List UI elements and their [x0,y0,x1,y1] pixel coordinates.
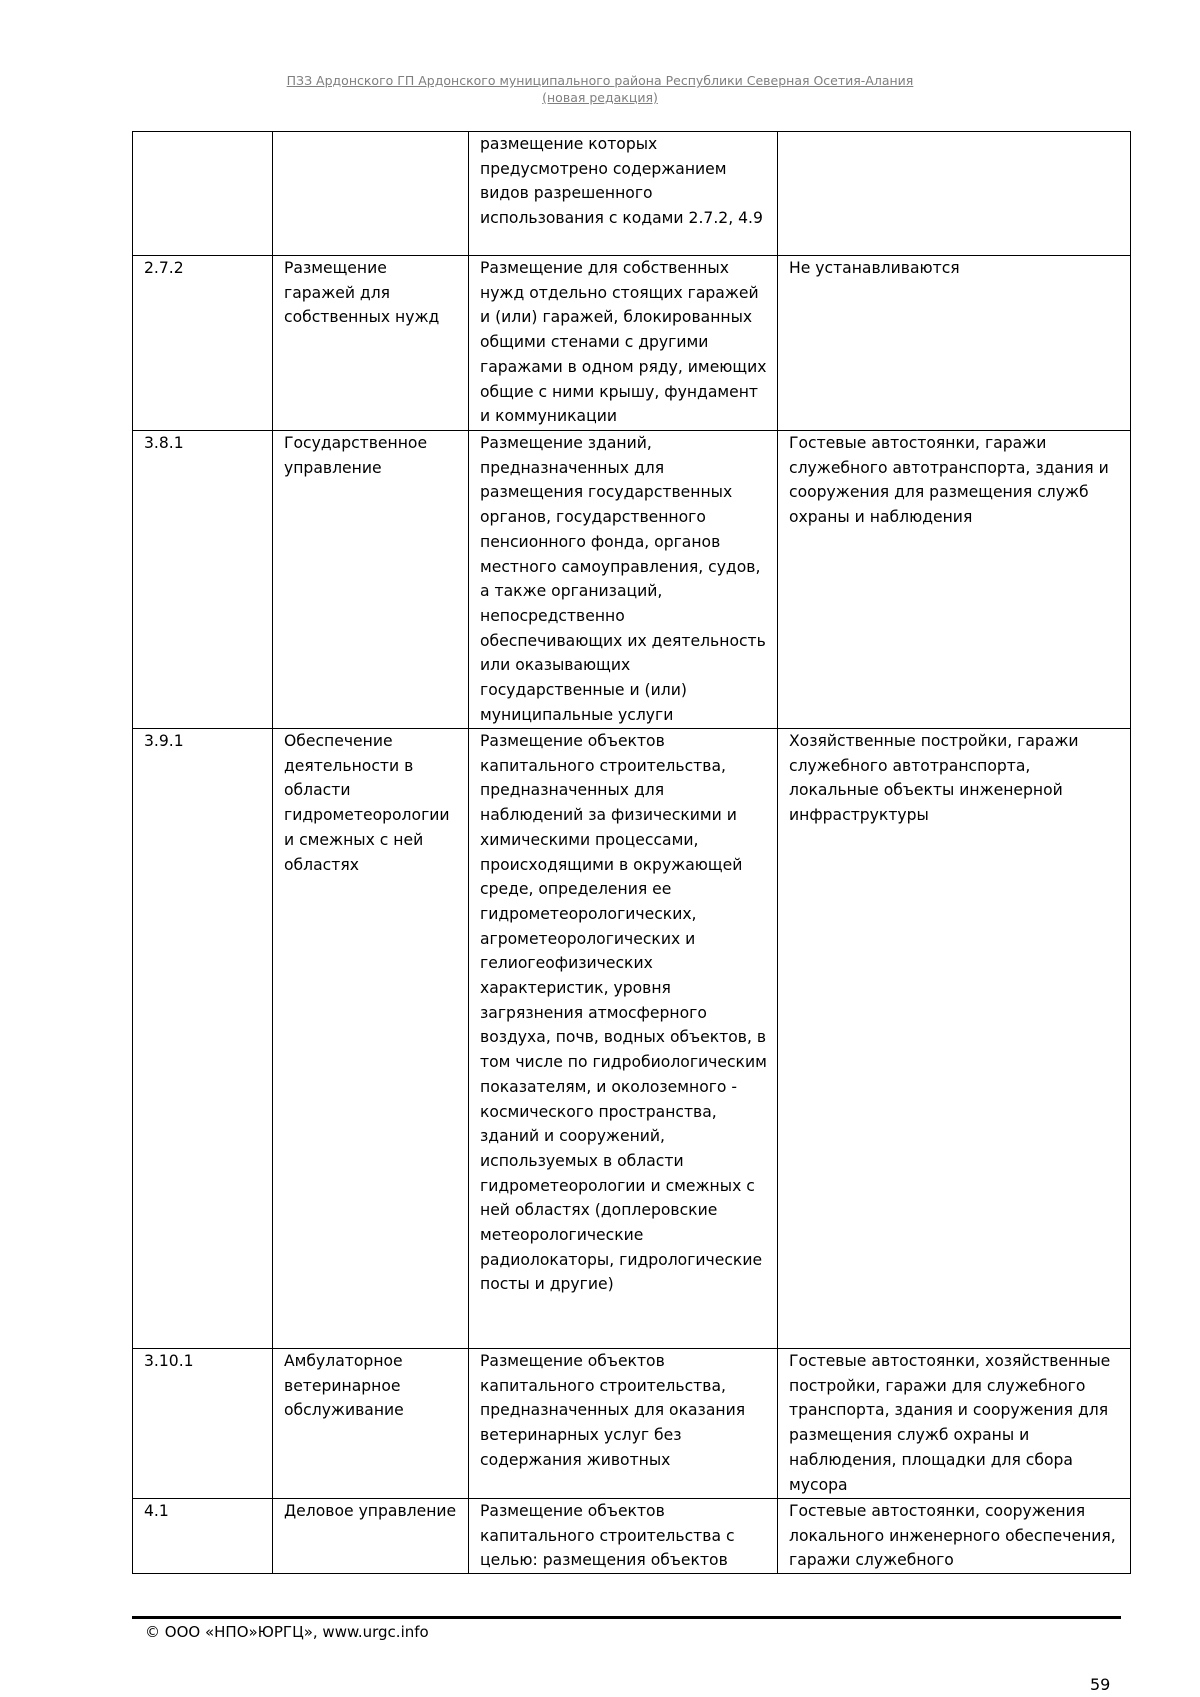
header-title: ПЗЗ Ардонского ГП Ардонского муниципального района Республики Северная Осетия-Алания [286,73,914,88]
name-cell: Государственное управление [273,431,469,729]
header-subtitle: (новая редакция) [542,90,658,105]
document-header [0,72,1200,106]
code-cell: 2.7.2 [133,256,273,431]
table-row [133,729,1131,1349]
auxiliary-cell: Гостевые автостоянки, сооружения локального инженерного обеспечения, гаражи служебного [778,1499,1131,1574]
code-cell: 3.8.1 [133,431,273,729]
table-row [133,132,1131,256]
table-row [133,256,1131,431]
footer-divider [132,1616,1121,1619]
description-cell: Размещение зданий, предназначенных для размещения государственных органов, государственного пенсионного фонда, органов местного самоуправления, судов, а также организаций, непосредственно обеспечивающих их деятельность или оказывающих государственные и (или) муниципальные услуги [469,431,778,729]
code-cell: 3.10.1 [133,1349,273,1499]
description-cell: Размещение для собственных нужд отдельно стоящих гаражей и (или) гаражей, блокированных общими стенами с другими гаражами в одном ряду, имеющих общие с ними крышу, фундамент и коммуникации [469,256,778,431]
name-cell: Амбулаторное ветеринарное обслуживание [273,1349,469,1499]
description-cell: Размещение объектов капитального строительства, предназначенных для наблюдений за физическими и химическими процессами, происходящими в окружающей среде, определения ее гидрометеорологических, агрометеорологических и гелиогеофизических характеристик, уровня загрязнения атмосферного воздуха, почв, водных объектов, в том числе по гидробиологическим показателям, и околоземного - космического пространства, зданий и сооружений, используемых в области гидрометеорологии и смежных с ней областях (доплеровские метеорологические радиолокаторы, гидрологические посты и другие) [469,729,778,1349]
table-row [133,1349,1131,1499]
code-cell: 4.1 [133,1499,273,1574]
description-cell: Размещение объектов капитального строительства с целью: размещения объектов [469,1499,778,1574]
footer-copyright: © ООО «НПО»ЮРГЦ», www.urgc.info [145,1623,429,1641]
description-cell: размещение которых предусмотрено содержанием видов разрешенного использования с кодами 2.7.2, 4.9 [469,132,778,256]
table-row [133,1499,1131,1574]
auxiliary-cell [778,132,1131,256]
code-cell: 3.9.1 [133,729,273,1349]
auxiliary-cell: Хозяйственные постройки, гаражи служебного автотранспорта, локальные объекты инженерной инфраструктуры [778,729,1131,1349]
name-cell: Размещение гаражей для собственных нужд [273,256,469,431]
code-cell [133,132,273,256]
auxiliary-cell: Не устанавливаются [778,256,1131,431]
table-row [133,431,1131,729]
auxiliary-cell: Гостевые автостоянки, хозяйственные постройки, гаражи для служебного транспорта, здания и сооружения для размещения служб охраны и наблюдения, площадки для сбора мусора [778,1349,1131,1499]
land-use-table [132,131,1131,1574]
name-cell: Обеспечение деятельности в области гидрометеорологии и смежных с ней областях [273,729,469,1349]
description-cell: Размещение объектов капитального строительства, предназначенных для оказания ветеринарных услуг без содержания животных [469,1349,778,1499]
auxiliary-cell: Гостевые автостоянки, гаражи служебного автотранспорта, здания и сооружения для размещения служб охраны и наблюдения [778,431,1131,729]
page-number: 59 [1090,1675,1111,1694]
name-cell: Деловое управление [273,1499,469,1574]
name-cell [273,132,469,256]
